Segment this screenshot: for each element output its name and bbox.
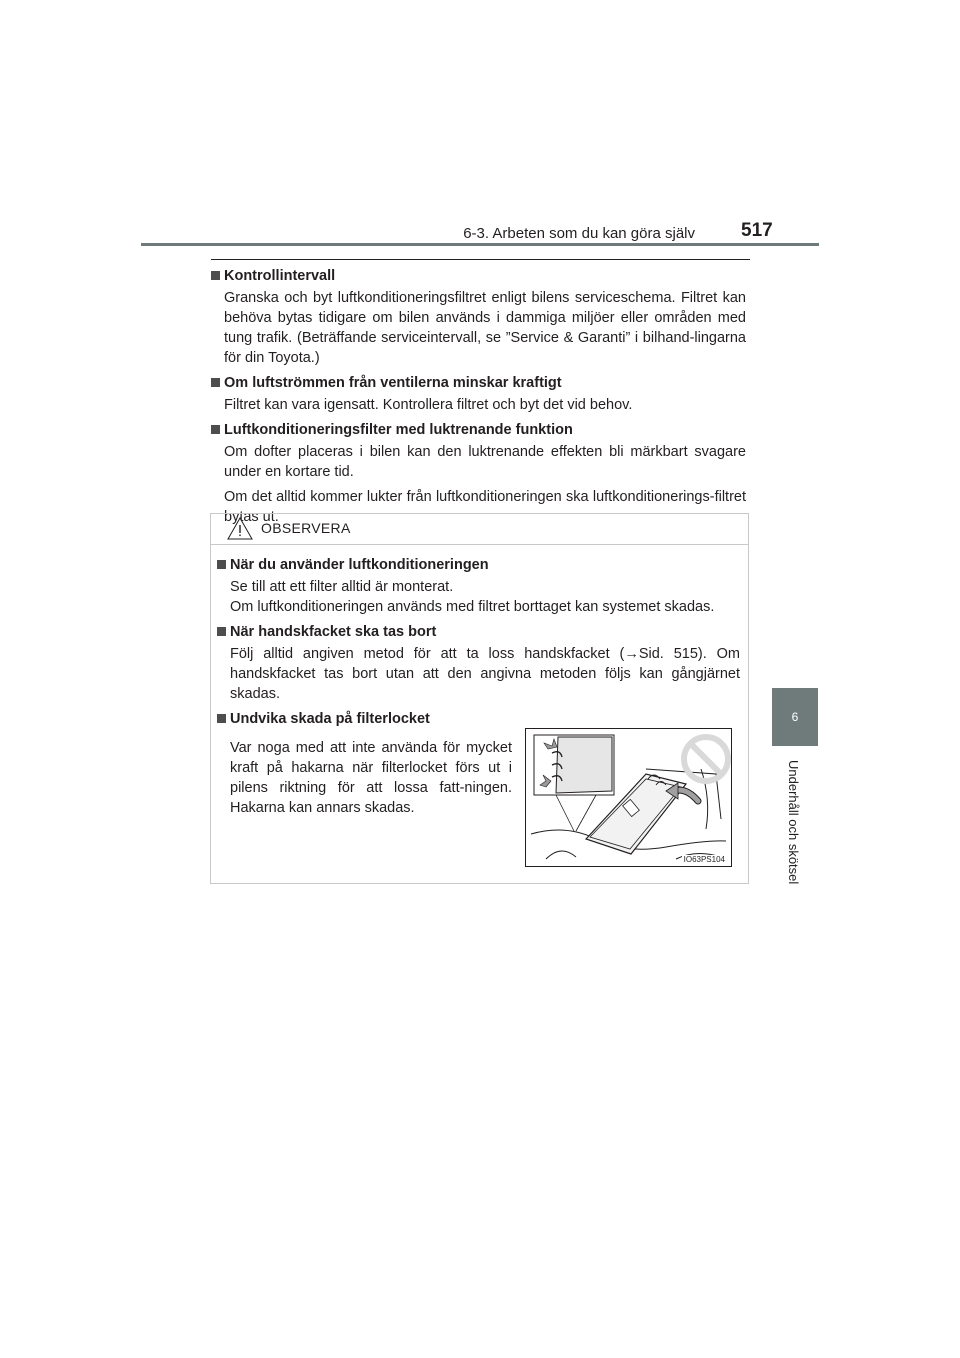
section-heading <box>211 373 746 393</box>
notice-line: Om luftkonditioneringen används med filtret borttaget kan systemet skadas. <box>230 599 715 615</box>
notice-title: OBSERVERA <box>261 520 351 536</box>
section-heading-text: Luftkonditioneringsfilter med luktrenande funktion <box>224 422 573 438</box>
section-heading <box>211 266 746 286</box>
notice-box <box>210 513 749 884</box>
section-heading-text: Kontrollintervall <box>224 268 336 284</box>
notice-line: Följ alltid angiven metod för att ta loss handskfacket (→Sid. 515). Om handskfacket tas bort utan att den angivna metoden följs kan gångjärnet skadas. <box>230 646 740 702</box>
filter-cover-illustration <box>525 728 732 867</box>
notice-line: Se till att ett filter alltid är monterat. <box>230 579 454 595</box>
page-header-section: 6-3. Arbeten som du kan göra själv <box>463 225 695 242</box>
illustration-code: IO63PS104 <box>683 855 725 864</box>
square-bullet-icon <box>217 627 226 636</box>
header-rule <box>141 243 819 246</box>
page-number: 517 <box>741 220 773 241</box>
square-bullet-icon <box>211 425 220 434</box>
illustration-note: Var noga med att inte använda för mycket kraft på hakarna när filterlocket förs ut i pilens riktning för att lossa fatt-ningen. Hakarna kan annars skadas. <box>230 740 512 816</box>
notice-heading-text: När du använder luftkonditioneringen <box>230 557 489 573</box>
square-bullet-icon <box>217 560 226 569</box>
notice-header <box>211 514 748 545</box>
square-bullet-icon <box>211 378 220 387</box>
section-paragraph: Filtret kan vara igensatt. Kontrollera filtret och byt det vid behov. <box>224 397 633 413</box>
section-heading-text: Om luftströmmen från ventilerna minskar kraftigt <box>224 375 562 391</box>
square-bullet-icon <box>211 271 220 280</box>
warning-triangle-icon <box>227 517 253 545</box>
section-paragraph: Om dofter placeras i bilen kan den luktrenande effekten bli märkbart svagare under en kortare tid. <box>224 444 746 480</box>
notice-heading-text: När handskfacket ska tas bort <box>230 624 437 640</box>
chapter-tab <box>772 688 818 746</box>
section-heading <box>211 420 746 440</box>
chapter-number: 6 <box>791 710 799 724</box>
notice-heading-text: Undvika skada på filterlocket <box>230 711 430 727</box>
chapter-title: Underhåll och skötsel <box>786 760 801 885</box>
notice-heading <box>217 622 740 642</box>
section-paragraph: Granska och byt luftkonditioneringsfiltret enligt bilens serviceschema. Filtret kan behöva bytas tidigare om bilen används i dammiga miljöer eller områden med tung trafik. (Beträffande serviceintervall, se ”Service & Garanti” i bilhand-lingarna för din Toyota.) <box>224 290 746 366</box>
notice-heading <box>217 555 740 575</box>
content-top-rule <box>211 259 750 260</box>
notice-heading <box>217 709 740 729</box>
main-content <box>211 266 746 527</box>
square-bullet-icon <box>217 714 226 723</box>
section-paragraph: Om det alltid kommer lukter från luftkonditioneringen ska luftkonditionerings-filtret bytas ut. <box>224 489 746 525</box>
